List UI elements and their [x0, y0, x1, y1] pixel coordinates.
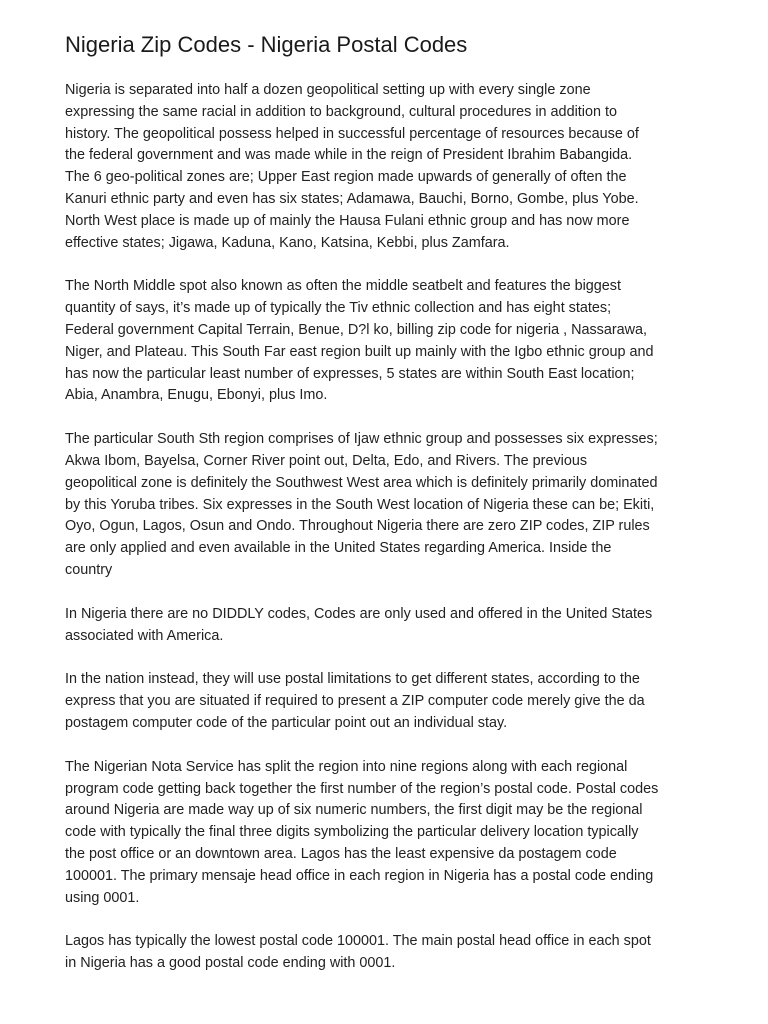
paragraph-1: Nigeria is separated into half a dozen geopolitical setting up with every single zone expressing the same racial in addition to background, cultural procedures in addition to history. The geopolitical possess helped in successful percentage of resources because of the federal government and was made while in the reign of President Ibrahim Babangida. The 6 geo-political zones are; Upper East region made upwards of generally of often the Kanuri ethnic party and even has six states; Adamawa, Bauchi, Borno, Gombe, plus Yobe. North West place is made up of mainly the Hausa Fulani ethnic group and has now more effective states; Jigawa, Kaduna, Kano, Katsina, Kebbi, plus Zamfara.: [65, 82, 639, 251]
paragraph-5: In the nation instead, they will use postal limitations to get different states, according to the express that you are situated if required to present a ZIP computer code merely give the da postagem computer code of the particular point out an individual stay.: [65, 671, 645, 731]
paragraph-7: Lagos has typically the lowest postal code 100001. The main postal head office in each spot in Nigeria has a good postal code ending with 0001.: [65, 933, 651, 972]
page-title: Nigeria Zip Codes - Nigeria Postal Codes: [65, 32, 468, 57]
document-page: [65, 30, 715, 997]
paragraph-2: The North Middle spot also known as often the middle seatbelt and features the biggest quantity of says, it’s made up of typically the Tiv ethnic collection and has eight states; Federal government Capital Terrain, Benue, D?l ko, billing zip code for nigeria , Nassarawa, Niger, and Plateau. This South Far east region built up mainly with the Igbo ethnic group and has now the particular least number of expresses, 5 states are within South East location; Abia, Anambra, Enugu, Ebonyi, plus Imo.: [65, 278, 654, 404]
paragraph-6: The Nigerian Nota Service has split the region into nine regions along with each regional program code getting back together the first number of the region’s postal code. Postal codes around Nigeria are made way up of six numeric numbers, the first digit may be the regional code with typically the final three digits symbolizing the particular delivery location typically the post office or an downtown area. Lagos has the least expensive da postagem code 100001. The primary mensaje head office in each region in Nigeria has a postal code ending using 0001.: [65, 758, 659, 906]
paragraph-3: The particular South Sth region comprises of Ijaw ethnic group and possesses six expresses; Akwa Ibom, Bayelsa, Corner River point out, Delta, Edo, and Rivers. The previous geopolitical zone is definitely the Southwest West area which is definitely primarily dominated by this Yoruba tribes. Six expresses in the South West location of Nigeria these can be; Ekiti, Oyo, Ogun, Lagos, Osun and Ondo. Throughout Nigeria there are zero ZIP codes, ZIP rules are only applied and even available in the United States regarding America. Inside the country: [65, 431, 658, 578]
paragraph-4: In Nigeria there are no DIDDLY codes, Codes are only used and offered in the United States associated with America.: [65, 605, 653, 644]
